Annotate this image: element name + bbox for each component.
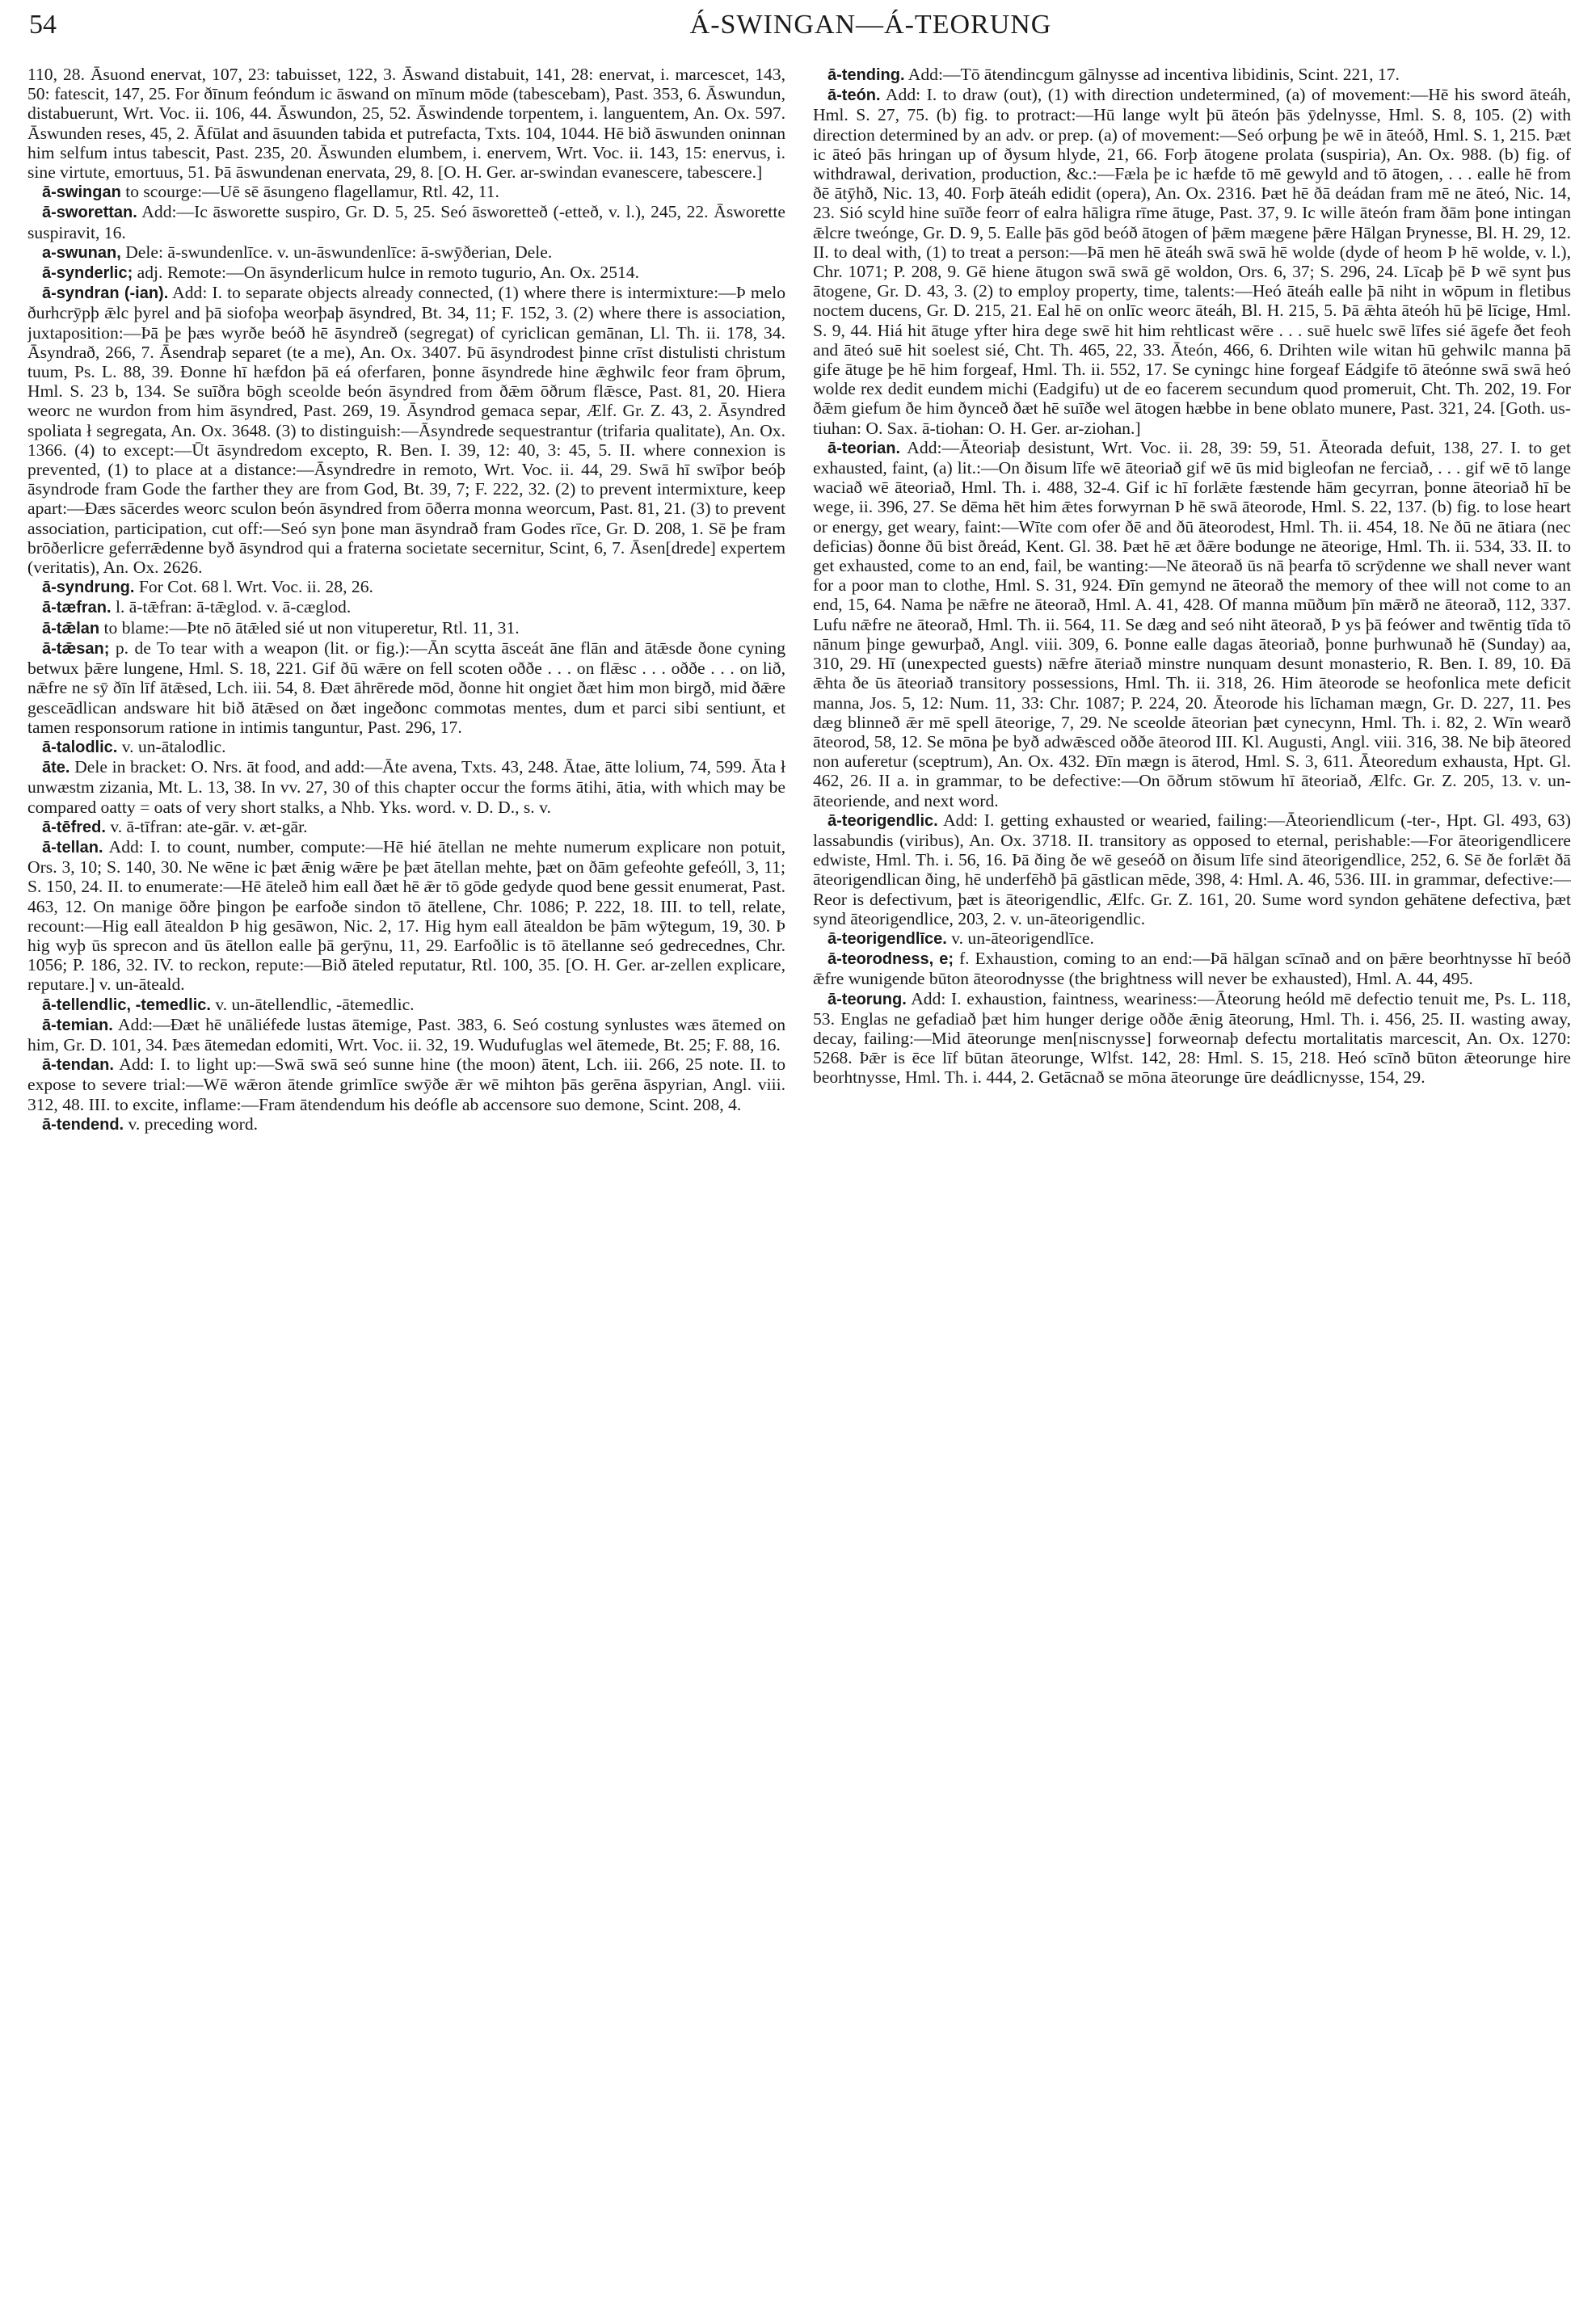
entry-headword: ā-syndran (-ian). xyxy=(42,284,169,303)
entry-body: Add:—Āteoriaþ desistunt, Wrt. Voc. ii. 28, 39: 59, 51. Āteorada defuit, 138, 27. I. to get exhausted, faint, (a) lit.:—On ðisum līfe wē āteoriað gif wē ūs mid bigleofan ne ferciað, . . . gif wē tō lange waciað wē āteoriað, Hml. Th. i. 488, 32-4. Gif ic hī forlǣte fæstende hām gecyrran, þonne āteoriað hī be wege, ii. 396, 27. Se dēma hēt him ǣtes forwyrnan Þ hē swā āteorode, Hml. S. 22, 137. (b) fig. to lose heart or energy, get weary, faint:—Wīte com ofer ðē and ðū āteorodest, Hml. Th. ii. 454, 18. Ne ðū ne ātiara (nec deficias) ðonne ðū bist ðreád, Kent. Gl. 38. Þæt hē æt ðǣre bodunge ne āteorige, Hml. Th. ii. 534, 33. II. to get exhausted, come to an end, fail, be wanting:—Ne āteorað ūs nā þearfa tō scrȳdenne we shall never want for a poor man to clothe, Hml. S. 31, 924. Ðīn gemynd ne āteorað the memory of thee will not come to an end, 15, 64. Nama þe nǣfre ne āteorað, Hml. A. 41, 428. Of manna mūðum þīn mǣrð ne āteorað, 112, 337. Lufu nǣfre ne āteorað, Hml. Th. ii. 564, 11. Se dæg and seó niht āteorað, Þ ys þā feówer and twēntig tīda tō nānum þinge gewurþað, Angl. viii. 309, 6. Þonne ealle dagas āteoriað, þonne þurhwunað hē (Sunday) aa, 310, 29. Hī (unexpected guests) nǣfre āteriað minstre nunquam desunt monasterio, R. Ben. I. 89, 10. Ðā ǣhta ðe ūs āteoriað transitory possessions, Hml. Th. ii. 318, 26. Him āteorode se heofonlica mete deficit manna, Jos. 5, 12: Num. 11, 33: Chr. 1087; P. 224, 20. Āteorode his līchaman mægn, Gr. D. 227, 11. Þes dæg blinneð ǣr mē spell āteorige, 7, 29. Ne sceolde āteorian þæt cynecynn, Hml. Th. i. 82, 2. Wīn wearð āteorod, 58, 12. Se mōna þe byð adwǣsced oððe āteorod III. Kl. Augusti, Angl. viii. 316, 38. Ne biþ āteored non auferetur (sceptrum), An. Ox. 432. Ðīn mægn is āterod, Hml. S. 3, 611. Āteoredum exhausta, Hpt. Gl. 462, 26. II a. in grammar, to be defective:—On ōðrum stōwum hī āteoriað, Ælfc. Gr. Z. 205, 13. v. un-āteoriende, and next word. xyxy=(813,437,1571,810)
dictionary-entry xyxy=(27,202,785,242)
entry-headword: ā-tǣlan xyxy=(42,619,100,638)
entry-headword: ā-tending. xyxy=(827,66,905,84)
entry-headword: ā-teón. xyxy=(827,86,881,105)
page-number: 54 xyxy=(29,10,57,40)
entry-body: v. un-āteorigendlīce. xyxy=(951,928,1094,948)
entry-headword: ā-teorung. xyxy=(827,990,907,1008)
running-title: Á-SWINGAN—Á-TEORUNG xyxy=(689,10,1052,40)
dictionary-entry xyxy=(27,1015,785,1054)
dictionary-entry xyxy=(27,837,785,995)
dictionary-entry xyxy=(27,995,785,1015)
entry-headword: a-swunan, xyxy=(42,243,121,262)
dictionary-entry xyxy=(27,618,785,638)
entry-headword: ā-talodlic. xyxy=(42,738,118,756)
entry-body: to scourge:—Uē sē āsungeno flagellamur, Rtl. 42, 11. xyxy=(125,182,499,202)
dictionary-entry xyxy=(813,438,1571,810)
dictionary-entry xyxy=(813,65,1571,85)
dictionary-entry xyxy=(813,928,1571,949)
left-column xyxy=(27,65,785,2303)
entry-body: Add:—Ðæt hē unāliéfede lustas ātemige, Past. 383, 6. Seó costung synlustes wæs ātemed on him, Gr. D. 101, 34. Þæs ātemedan edomiti, Wrt. Voc. ii. 32, 19. Wudufuglas wel ātemede, Bt. 25; F. 88, 16. xyxy=(27,1014,785,1054)
entry-headword: ā-tellendlic, -temedlic. xyxy=(42,996,211,1014)
entry-headword: ā-swingan xyxy=(42,183,121,202)
right-column xyxy=(813,65,1571,2303)
entry-body: Dele in bracket: O. Nrs. āt food, and add:—Āte avena, Txts. 43, 248. Ātae, ātte lolium, 74, 599. Āta ł unwæstm zizania, Mt. L. 13, 38. In vv. 27, 30 of this chapter occur the forms ātihi, ātia, with which may be compared oatty = oats of very short stalks, a Nhb. Yks. word. v. D. D., s. v. xyxy=(27,757,785,817)
entry-body: v. un-ātalodlic. xyxy=(121,736,226,756)
entry-body: Add:—Tō ātendincgum gālnysse ad incentiva libidinis, Scint. 221, 17. xyxy=(907,65,1400,84)
entry-headword: ā-syndrung. xyxy=(42,579,135,597)
entry-headword: ā-synderlic; xyxy=(42,264,133,283)
entry-body: Add:—Ic āsworette suspiro, Gr. D. 5, 25. Seó āsworetteð (-etteð, v. l.), 245, 22. Āsworette suspiravit, 16. xyxy=(27,202,785,242)
dictionary-entry xyxy=(813,949,1571,988)
entry-headword: ā-tēfred. xyxy=(42,818,106,836)
entry-headword: ā-teorigendlic. xyxy=(827,811,938,830)
entry-body: v. ā-tīfran: ate-gār. v. æt-gār. xyxy=(110,816,308,836)
entry-body: v. preceding word. xyxy=(128,1113,259,1134)
dictionary-entry xyxy=(813,85,1571,438)
dictionary-entry xyxy=(27,283,785,577)
dictionary-entry xyxy=(27,757,785,817)
dictionary-entry xyxy=(27,263,785,283)
entry-body: to blame:—Þte nō ātǣled sié ut non vituperetur, Rtl. 11, 31. xyxy=(103,617,520,638)
entry-headword: ā-tendend. xyxy=(42,1115,124,1134)
entry-body: Add: I. to draw (out), (1) with direction undetermined, (a) of movement:—Hē his sword āteáh, Hml. S. 27, 75. (b) fig. to protract:—Hū lange wylt þū āteón þās ȳdelnysse, Hml. S. 8, 105. (2) with direction determined by an adv. or prep. (a) of movement:—Seó orþung þe wē in āteóð, Hml. S. 1, 215. Þæt ic āteó þās hringan up of ðysum hlyde, 21, 66. Forþ ātogene prolata (suspiria), An. Ox. 988. (b) fig. of withdrawal, derivation, production, &c.:—Fæla þe ic hæfde tō mē gewyld and tō ātogen, . . . ealle hē from ðē ātȳhð, Nic. 13, 40. Forþ āteáh edidit (opera), An. Ox. 2316. Þæt hē ðā deádan fram mē ne āteó, Nic. 14, 23. Sió scyld hine suīðe feorr of ealra hāligra rīme ātuge, Past. 37, 9. Ic wille āteón fram ðām þone intingan ǣlcre tweónge, Gr. D. 9, 5. Ealle þās gōd beóð ātogen of þǣm mægene þǣre Hālgan Þrynesse, Bl. H. 29, 12. II. to deal with, (1) to treat a person:—Þā men hē āteáh swā swā hē wolde (dyde of heom Þ hē wolde, v. l.), Chr. 1071; P. 208, 9. Gē hiene ātugon swā swā gē woldon, Ors. 6, 37; S. 296, 24. Līcaþ þē Þ wē synt þus ātogene, Gr. D. 43, 3. (2) to employ property, time, talents:—Heó āteáh ealle þā niht in wōpum in fletibus noctem ducens, Gr. D. 215, 21. Eal hē on onlīc weorc āteáh, Bl. H. 215, 5. Þā ǣhta āteóh hū þē līcige, Hml. S. 9, 44. Hiá hit ātuge yfter hira dege swē hit him rehtlicast wēre . . . suē huelc swē līfes sié āgefe ðet feoh and āteó suē hit soelest sié, Cht. Th. 465, 22, 33. Āteón, 466, 6. Drihten wile witan hū gehwilc manna þā gife ātuge þe hē him forgeaf, Hml. Th. ii. 552, 17. Se cyningc hine forgeaf Eádgife tō āteónne swā swā heó wolde rex dedit eundem michi (Eadgifu) ut de eo facerem secundum quod promeruit, Cht. Th. 202, 19. For ðǣm giefum ðe him ðynceð ðæt hē suīðe wel ātogen hæbbe in bene oblato munere, Past. 321, 24. [Goth. us-tiuhan: O. Sax. ā-tiohan: O. H. Ger. ar-ziohan.] xyxy=(813,85,1571,438)
entry-headword: ā-temian. xyxy=(42,1016,113,1034)
dictionary-entry xyxy=(27,817,785,837)
entry-body: Add: I. exhaustion, faintness, weariness:—Āteorung heóld mē defectio tenuit me, Ps. L. 118, 53. Englas ne gefadiað þæt him hunger derige oððe ǣnig āteorung, Hml. Th. i. 456, 25. II. wasting away, decay, failing:—Mid āteorunge men[niscnysse] forweornaþ defectu mortalitatis marcescit, An. Ox. 1270: 5268. Þǣr is ēce līf būtan āteorunge, Wlfst. 142, 28: Hml. S. 15, 218. Heó scīnð būton ǣteorunge hire beorhtnysse, Hml. Th. i. 444, 2. Getācnað se mōna āteorunge ūre deádlicnysse, 154, 29. xyxy=(813,988,1571,1088)
dictionary-entry xyxy=(27,1114,785,1134)
entry-headword: ā-teorigendlīce. xyxy=(827,929,947,948)
entry-body: Dele: ā-swundenlīce. v. un-āswundenlīce: ā-swȳðerian, Dele. xyxy=(125,242,553,262)
dictionary-entry xyxy=(813,989,1571,1088)
entry-headword: ā-sworettan. xyxy=(42,204,137,222)
dictionary-entry xyxy=(27,737,785,757)
entry-body: f. Exhaustion, coming to an end:—Þā hālgan scīnað and on þǣre beorhtnysse hī beóð ǣfre wunigende būton āteorodnysse (the brightness will never be exhausted), Hml. A. 44, 495. xyxy=(813,949,1571,989)
dictionary-entry xyxy=(27,65,785,182)
entry-body: Add: I. to light up:—Swā swā seó sunne hine (the moon) ātent, Lch. iii. 266, 25 note. II. to expose to severe trial:—Wē wǣron ātende grimlīce swȳðe ǣr wē mihton þās gerēna āspyrian, Angl. viii. 312, 48. III. to excite, inflame:—Fram ātendendum his deófle ab accensore suo demone, Scint. 208, 4. xyxy=(27,1054,785,1114)
entry-body: l. ā-tǣfran: ā-tǣglod. v. ā-cæglod. xyxy=(115,597,352,617)
entry-body: Add: I. getting exhausted or wearied, failing:—Āteoriendlicum (-ter-, Hpt. Gl. 493, 63) lassabundis (viribus), An. Ox. 3718. II. transitory as opposed to eternal, perishable:—For āteorigendlicere edwiste, Hml. Th. i. 56, 16. Þā ðing ðe wē geseóð on ðisum līfe sind āteorigendlice, 252, 6. Sē ðe forlǣt ðā āteorigendlican ðing, hē underfēhð þā gāstlican mēde, 398, 4: Hml. A. 46, 536. III. in grammar, defective:—Reor is defectivum, þæt is āteorigendlic, Ælfc. Gr. Z. 161, 20. Sume word syndon gehātene defectiva, þæt synd āteorigendlice, 203, 2. v. un-āteorigendlic. xyxy=(813,810,1571,928)
entry-headword: āte. xyxy=(42,759,70,777)
dictionary-entry xyxy=(27,597,785,617)
dictionary-entry xyxy=(27,1054,785,1114)
entry-body: For Cot. 68 l. Wrt. Voc. ii. 28, 26. xyxy=(138,577,373,597)
entry-body: Add: I. to separate objects already connected, (1) where there is intermixture:—Þ melo ðurhcrȳpþ ǣlc þyrel and þā siofoþa weorþaþ āsyndred, Bt. 34, 11; F. 152, 3. (2) where there is association, juxtaposition:—Þā þe þæs wyrðe beóð hē āsyndreð (segregat) of cyriclican gemānan, Ll. Th. ii. 178, 34. Āsyndrað, 266, 7. Āsendraþ separet (te a me), An. Ox. 3407. Þū āsyndrodest þinne crīst distulisti christum tuum, Ps. L. 88, 39. Ðonne hī hæfdon þā eá oferfaren, þonne āsyndrede hine ǣghwilc feor fram ōþrum, Hml. S. 23 b, 134. Se suīðra bōgh sceolde beón āsyndred from ðǣm ōðrum flǣsce, Past. 81, 20. Hiera weorc ne wurdon from him āsyndred, Past. 269, 19. Āsyndrod gemaca separ, Ælf. Gr. Z. 43, 2. Āsyndred spoliata ł segregata, An. Ox. 3648. (3) to distinguish:—Āsyndrede sequestrantur (trifaria qualitate), An. Ox. 1366. (4) to except:—Ūt āsyndredom excepto, R. Ben. I. 39, 12: 40, 3: 45, 5. II. where connexion is prevented, (1) to place at a distance:—Āsyndredre in remoto, Wrt. Voc. ii. 44, 29. Swā hī swīþor beóþ āsyndrode fram Gode the farther they are from God, Bt. 39, 7; F. 222, 32. (2) to prevent intermixture, keep apart:—Ðæs sācerdes weorc sculon beón āsyndred from ōðerra monna weorcum, Past. 81, 21. (3) to prevent association, participation, cut off:—Seó syn þone man āsyndrað fram Godes rīce, Gr. D. 208, 1. Sē þe fram brōðerlicre geferrǣdenne byð āsyndrod qui a fraterna societate secernitur, Scint, 6, 7. Āsen[drede] expertem (veritatis), An. Ox. 2626. xyxy=(27,283,785,578)
dictionary-entry xyxy=(27,182,785,202)
entry-body: adj. Remote:—On āsynderlicum hulce in remoto tugurio, An. Ox. 2514. xyxy=(137,263,639,283)
entry-headword: ā-teorodness, e; xyxy=(827,950,954,969)
dictionary-entry xyxy=(27,577,785,597)
dictionary-entry xyxy=(27,638,785,737)
dictionary-entry xyxy=(813,810,1571,928)
entry-body: 110, 28. Āsuond enervat, 107, 23: tabuisset, 122, 3. Āswand distabuit, 141, 28: enervat, i. marcescet, 143, 50: fatescit, 147, 25. For ðīnum feóndum ic āswand on mīnum mōde (tabescebam), Past. 353, 6. Āswundun, distabuerunt, Wrt. Voc. ii. 106, 44. Āswundon, 25, 52. Āswindende torpentem, i. languentem, An. Ox. 597. Āswunden reses, 45, 2. Āfūlat and āsuunden tabida et putrefacta, Txts. 104, 1044. Hē bið āswunden oninnan him selfum intus tabescit, Past. 235, 20. Āswunden elumbem, i. enervem, Wrt. Voc. ii. 143, 15: enervus, i. sine virtute, emortuus, 51. Þā āswundenan enervata, 29, 8. [O. H. Ger. ar-swindan evanescere, tabescere.] xyxy=(27,65,785,183)
entry-headword: ā-tæfran. xyxy=(42,599,112,617)
entry-body: v. un-ātellendlic, -ātemedlic. xyxy=(215,994,415,1014)
entry-headword: ā-tendan. xyxy=(42,1056,114,1075)
entry-headword: ā-tellan. xyxy=(42,838,103,857)
entry-body: Add: I. to count, number, compute:—Hē hié ātellan ne mehte numerum explicare non potuit, Ors. 3, 10; S. 140, 30. Ne wēne ic þæt ǣnig wǣre þe þæt ātellan mehte, þæt on ðām gefeohte gefeóll, 3, 11; S. 150, 24. II. to enumerate:—Hē āteleð him eall ðæt hē ǣr tō gōde gedyde quod bene gessit enumerat, Past. 463, 12. On manige ōðre þingon þe earfoðe sindon tō ātellene, Chr. 1086; P. 222, 18. III. to tell, relate, recount:—Hig eall ātealdon Þ hig gesāwon, Nic. 2, 17. Hig hym eall ātealdon be þām wȳtegum, 19, 30. Þ hig wyþ ūs sprecon and ūs ātellon ealle þā gerȳnu, 11, 29. Earfoðlic is tō ātellanne seó gedrecednes, Chr. 1056; P. 186, 32. IV. to reckon, repute:—Bið āteled reputatur, Rtl. 100, 35. [O. H. Ger. ar-zellen explicare, reputare.] v. un-āteald. xyxy=(27,836,785,995)
entry-headword: ā-tǣsan; xyxy=(42,639,110,658)
dictionary-entry xyxy=(27,242,785,263)
entry-body: p. de To tear with a weapon (lit. or fig.):—Ān scytta āsceát āne flān and ātǣsde ðone cyning betwux þǣre lungene, Hml. S. 18, 221. Gif ðū wǣre on fell scoten oððe . . . on flǣsc . . . oððe . . . on lið, nǣfre ne sȳ ðīn līf ātǣsed, Lch. iii. 54, 8. Ðæt āhrērede mōd, ðonne hit ongiet ðæt him mon birgð, mid ðǣre gesceādlican andsware hit bið ātǣsed on ðæt ingeðonc commotas mentes, dum et parci sibi sentiunt, et tamen responsorum ratione in intimis tanguntur, Past. 296, 17. xyxy=(27,638,785,737)
entry-headword: ā-teorian. xyxy=(827,439,901,457)
